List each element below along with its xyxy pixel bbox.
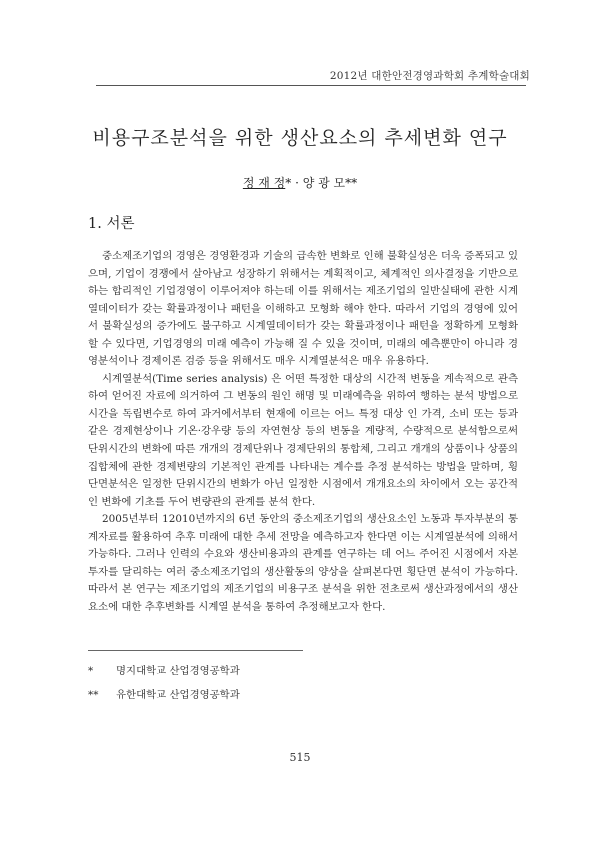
footnote [88,683,240,707]
footnote [88,659,240,683]
paragraph: 중소제조기업의 경영은 경영환경과 기술의 급속한 변화로 인해 불확실성은 더욱 증폭되고 있으며, 기업이 경쟁에서 살아남고 성장하기 위해서는 계획적이고, 체계적인 의사결정을 기반으로 하는 합리적인 기업경영이 이루어져야 하는데 이를 위해서는 제조기업의 일반실태에 관한 시계열데이터가 갖는 확률과정이나 패턴을 이해하고 모형화 해야 한다. 따라서 기업의 경영에 있어서 불확실성의 증가에도 불구하고 시계열데이터가 갖는 확률과정이나 패턴을 정확하게 모형화 할 수 있다면, 기업경영의 미래 예측이 가능해 질 수 있을 것이며, 미래의 예측뿐만이 아니라 경영분석이나 경제이론 검증 등을 위해서도 매우 시계열분석은 매우 유용하다. [88,250,518,368]
footnote-mark: * [88,665,94,677]
page-number: 515 [289,751,311,764]
header-rule [96,85,526,86]
section-heading: 1. 서론 [88,216,135,232]
paragraph: 시계열분석(Time series analysis) 은 어떤 특정한 대상의 시간적 변동을 계속적으로 관측하여 얻어진 자료에 의거하여 그 변동의 원인 해명 및 미래예측을 위하여 행하는 분석 방법으로 시간을 독립변수로 하여 과거에서부터 현재에 이르는 어느 특정 대상 인 가격, 소비 또는 등과 같은 경제현상이나 기온·강우량 등의 자연현상 등의 변동을 계량적, 수량적으로 분석함으로써 단위시간의 변화에 따른 개개의 경제단위나 경제단위의 통합체, 그리고 개개의 상품이나 상품의 집합체에 관한 경제변량의 기본적인 관계를 나타내는 계수를 추정 분석하는 방법을 말하며, 횡단면분석은 일정한 단위시간의 변화가 아닌 일정한 시점에서 개개요소의 차이에서 오는 공간적인 변화에 기초를 두어 변량관의 관계를 분석 한다. [88,372,518,508]
paper-title: 비용구조분석을 위한 생산요소의 추세변화 연구 [92,127,508,149]
section-body [88,248,518,616]
footnote-mark: ** [88,689,99,701]
conference-header: 2012년 대한안전경영과학회 추계학술대회 [329,70,530,82]
author-2-affiliation-mark: ** [345,176,358,190]
footnotes [88,659,240,707]
author-separator: · [291,176,303,190]
author-2: 양 광 모 [302,176,346,190]
author-1: 정 재 정 [242,176,286,190]
footnote-text: 유한대학교 산업경영공학과 [116,689,240,701]
author-line [0,174,600,191]
footnote-text: 명지대학교 산업경영공학과 [116,665,240,677]
author-1-affiliation-mark: * [285,176,292,190]
paragraph: 2005년부터 12010년까지의 6년 동안의 중소제조기업의 생산요소인 노동과 투자부분의 통계자료를 활용하여 추후 미래에 대한 추세 전망을 예측하고자 한다면 이는 시계열분석에 의해서 가능하다. 그러나 인력의 수요와 생산비용과의 관계를 연구하는 데 어느 주어진 시점에서 자본투자를 달리하는 여러 중소제조기업의 생산활동의 양상을 살펴본다면 횡단면 분석이 가능하다. 따라서 본 연구는 제조기업의 제조기업의 비용구조 분석을 위한 전초로써 생산과정에서의 생산요소에 대한 추후변화를 시계열 분석을 통하여 추정해보고자 한다. [88,513,518,613]
footnote-rule [88,650,303,651]
